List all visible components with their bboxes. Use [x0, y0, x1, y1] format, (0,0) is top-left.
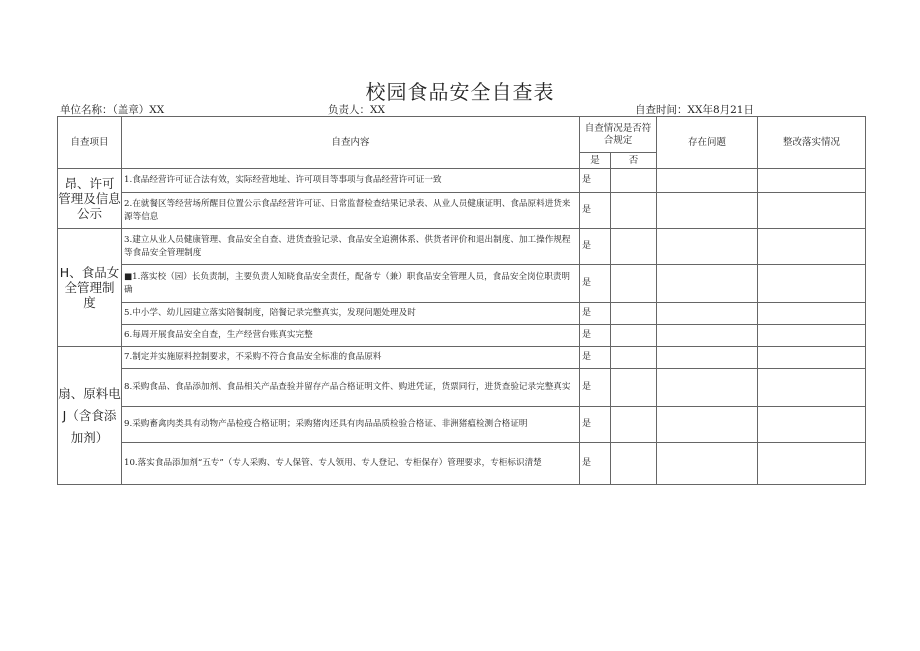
category-cell [58, 169, 122, 229]
item-fix [758, 347, 866, 369]
item-issue [657, 303, 758, 325]
item-result: 是 [580, 265, 611, 303]
item-issue [657, 229, 758, 265]
item-no [611, 169, 657, 193]
category-line: 加剂） [70, 429, 109, 445]
table-row [58, 325, 866, 347]
item-result: 是 [580, 369, 611, 407]
header-comply: 自查情况是否符合规定 [580, 117, 657, 153]
category-line: 扇、原料电 [58, 385, 121, 401]
item-content: 10.落实食品添加剂“五专”（专人采购、专人保管、专人领用、专人登记、专柜保存）管理要求，专柜标识清楚 [122, 443, 580, 485]
item-no [611, 347, 657, 369]
item-content: 6.每周开展食品安全自查，生产经营台账真实完整 [122, 325, 580, 347]
header-no: 否 [611, 153, 657, 169]
item-content: 2.在就餐区等经营场所醒目位置公示食品经营许可证、日常监督检查结果记录表、从业人员健康证明、食品原料进货来源等信息 [122, 193, 580, 229]
item-issue [657, 265, 758, 303]
table-row [58, 407, 866, 443]
category-line: H、食品女 [59, 265, 120, 280]
item-fix [758, 407, 866, 443]
item-no [611, 325, 657, 347]
item-content: 5.中小学、幼儿园建立落实陪餐制度，陪餐记录完整真实，发现问题处理及时 [122, 303, 580, 325]
item-fix [758, 265, 866, 303]
table-row [58, 193, 866, 229]
item-issue [657, 347, 758, 369]
table-row [58, 169, 866, 193]
category-cell [58, 229, 122, 347]
item-result: 是 [580, 303, 611, 325]
inspection-date: 自查时间：XX年8月21日 [635, 104, 754, 116]
table-row [58, 369, 866, 407]
unit-name: 单位名称：（盖章）XX [60, 104, 165, 116]
item-issue [657, 407, 758, 443]
item-content: 1.食品经营许可证合法有效，实际经营地址、许可项目等事项与食品经营许可证一致 [122, 169, 580, 193]
item-fix [758, 325, 866, 347]
item-no [611, 407, 657, 443]
item-result: 是 [580, 169, 611, 193]
item-no [611, 265, 657, 303]
category-line: 度 [83, 295, 96, 310]
item-fix [758, 169, 866, 193]
item-no [611, 443, 657, 485]
header-fix: 整改落实情况 [758, 117, 866, 169]
item-fix [758, 303, 866, 325]
item-issue [657, 369, 758, 407]
item-result: 是 [580, 325, 611, 347]
header-issue: 存在问题 [657, 117, 758, 169]
header-content: 自查内容 [122, 117, 580, 169]
item-no [611, 229, 657, 265]
table-row [58, 229, 866, 265]
item-content: 8.采购食品、食品添加剂、食品相关产品查验并留存产品合格证明文件、购进凭证，货票同行，进货查验记录完整真实 [122, 369, 580, 407]
item-result: 是 [580, 229, 611, 265]
item-content: 3.建立从业人员健康管理、食品安全自查、进货查验记录、食品安全追溯体系、供货者评价和退出制度、加工操作规程等食品安全管理制度 [122, 229, 580, 265]
header-row [58, 117, 866, 153]
category-cell [58, 347, 122, 485]
item-fix [758, 193, 866, 229]
table-row [58, 347, 866, 369]
table-row [58, 303, 866, 325]
header-yes: 是 [580, 153, 611, 169]
page-title: 校园食品安全自查表 [365, 80, 555, 104]
item-no [611, 369, 657, 407]
item-fix [758, 229, 866, 265]
item-issue [657, 325, 758, 347]
table-row [58, 265, 866, 303]
item-content: ■1.落实校（园）长负责制，主要负责人知晓食品安全责任，配备专（兼）职食品安全管理人员，食品安全岗位职责明确 [122, 265, 580, 303]
item-fix [758, 369, 866, 407]
item-result: 是 [580, 443, 611, 485]
item-result: 是 [580, 407, 611, 443]
responsible-person: 负责人：XX [328, 104, 385, 116]
table-row [58, 443, 866, 485]
item-no [611, 193, 657, 229]
item-result: 是 [580, 193, 611, 229]
category-line: 全管理制 [64, 280, 115, 295]
category-line: J（含食添 [62, 407, 117, 423]
category-line: 管理及信息 [58, 191, 121, 206]
header-item: 自查项目 [58, 117, 122, 169]
item-content: 9.采购畜禽肉类具有动物产品检疫合格证明；采购猪肉还具有肉品品质检验合格证、非洲猪瘟检测合格证明 [122, 407, 580, 443]
item-result: 是 [580, 347, 611, 369]
item-fix [758, 443, 866, 485]
item-no [611, 303, 657, 325]
category-line: 昂、许可 [64, 176, 115, 191]
self-check-table [57, 116, 866, 485]
item-issue [657, 169, 758, 193]
item-issue [657, 443, 758, 485]
item-content: 7.制定并实施原料控制要求，不采购不符合食品安全标准的食品原料 [122, 347, 580, 369]
item-issue [657, 193, 758, 229]
category-line: 公示 [76, 206, 102, 221]
